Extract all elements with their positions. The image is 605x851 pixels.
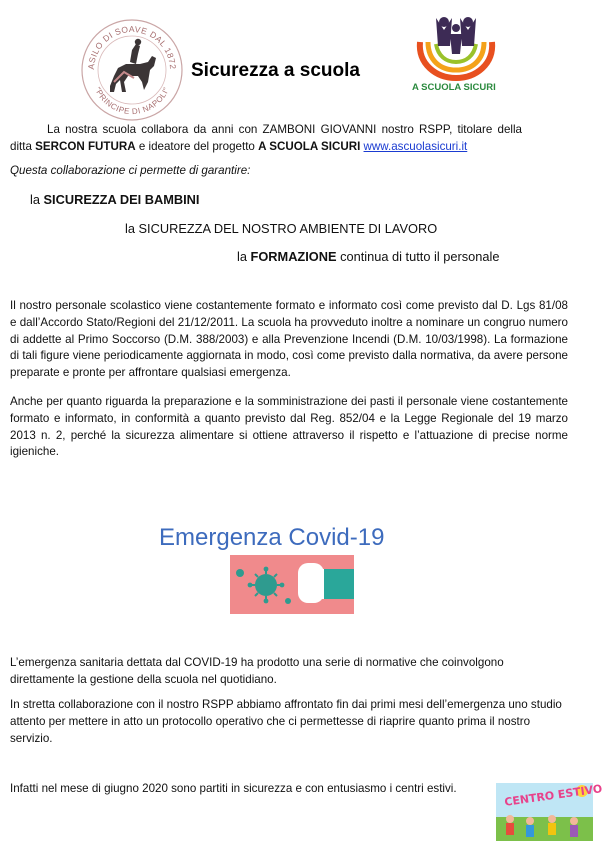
website-link[interactable]: www.ascuolasicuri.it (363, 139, 468, 153)
logo-caption: A SCUOLA SICURI (412, 82, 496, 93)
food-safety-paragraph: Anche per quanto riguarda la preparazione e la somministrazione dei pasti il personale viene costantemente formato e informato, in conformità a quanto previsto dal Reg. 852/04 e la Legge Regionale del 19 marzo 2013 n. 2, perché la sicurezza alimentare si ottiene attraverso il rispetto e l’attuazione di precise norme igieniche. (10, 395, 568, 459)
guarantee-children-safety: la SICUREZZA DEI BAMBINI (30, 192, 200, 207)
stop-hand-icon (298, 563, 354, 603)
asilo-logo (80, 18, 184, 122)
covid-paragraph-1: L’emergenza sanitaria dettata dal COVID-19 ha prodotto una serie di normative che coinvolgono direttamente la gestione della scuola nel quotidiano. (10, 656, 504, 686)
horse-rider-icon (110, 39, 156, 92)
training-paragraph: Il nostro personale scolastico viene costantemente formato e informato così come previsto dal D. Lgs 81/08 e dall’Accordo Stato/Regioni del 21/12/2011. La scuola ha provveduto inoltre a nominare un congruo numero di addette al Primo Soccorso (D.M. 388/2003) e alla Prevenzione Incendi (D.M. 10/03/1998). La formazione di tali figure viene periodicamente aggiornata in modo, così come previsto dalla normativa, da avere persone preparate e pronte per affrontare qualsiasi emergenza. (10, 299, 568, 380)
children-icon (436, 17, 476, 54)
covid-illustration (230, 555, 354, 614)
guarantee-training: la FORMAZIONE continua di tutto il personale (237, 249, 500, 264)
logo-text-bottom: "PRINCIPE DI NAPOLI" (92, 85, 172, 117)
page-title: Sicurezza a scuola (191, 60, 360, 81)
virus-icon (236, 567, 291, 604)
covid-section-title: Emergenza Covid-19 (159, 524, 385, 551)
guarantee-work-environment: la SICUREZZA DEL NOSTRO AMBIENTE DI LAVORO (125, 221, 438, 236)
covid-paragraph-2: In stretta collaborazione con il nostro RSPP abbiamo affrontato fin dai primi mesi dell’emergenza uno studio attento per mettere in atto un protocollo operativo che ci permettesse di riaprire quanto prima il nostro servizio. (10, 698, 562, 745)
svg-text:ASILO DI SOAVE DAL 1872 (86, 24, 178, 70)
covid-paragraph-3: Infatti nel mese di giugno 2020 sono partiti in sicurezza e con entusiasmo i centri estivi. (10, 782, 457, 795)
badge-label: CENTRO ESTIVO (503, 782, 604, 809)
intro-paragraph: La nostra scuola collabora da anni con ZAMBONI GIOVANNI nostro RSPP, titolare della ditta SERCON FUTURA e ideatore del progetto A SCUOLA SICURI www.ascuolasicuri.it (10, 123, 522, 153)
ascuolasicuri-logo (410, 12, 502, 98)
centro-estivo-badge (496, 782, 604, 841)
logo-text-top: ASILO DI SOAVE DAL 1872 (85, 23, 179, 70)
intro-guarantee-lead: Questa collaborazione ci permette di garantire: (10, 164, 251, 177)
